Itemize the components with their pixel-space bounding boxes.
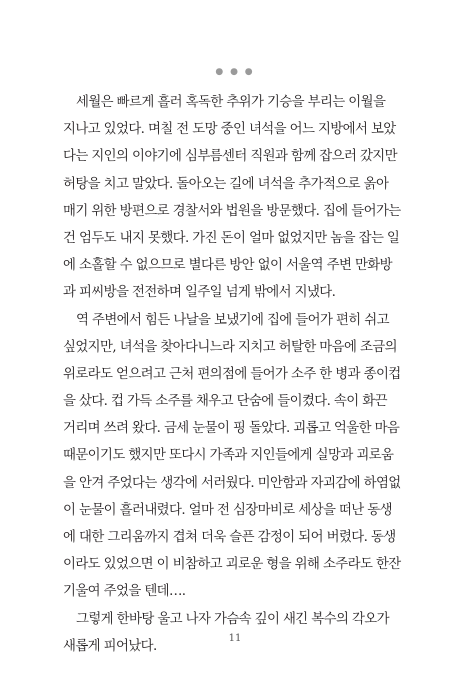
body-text	[63, 89, 413, 660]
text-line: 싶었지만, 녀석을 찾아다니느라 지치고 허탈한 마음에 조금의	[63, 339, 397, 355]
text-line: 지나고 있었다. 며칠 전 도망 중인 녀석을 어느 지방에서 보았	[63, 122, 396, 138]
text-line: 세월은 빠르게 흘러 혹독한 추위가 기승을 부리는 이월을	[76, 95, 386, 110]
text-line: 허탕을 치고 말았다. 돌아오는 길에 녀석을 추가적으로 옭아	[63, 176, 389, 192]
page-number: 11	[228, 633, 242, 644]
text-line: 그렇게 한바탕 울고 나자 가슴속 깊이 새긴 복수의 각오가	[76, 611, 389, 627]
text-line: 때문이기도 했지만 또다시 가족과 지인들에게 실망과 괴로움	[63, 448, 394, 464]
text-line: 건 엄두도 내지 못했다. 가진 돈이 얼마 없었지만 놈을 잡는 일	[63, 230, 400, 246]
text-line: 매기 위한 방편으로 경찰서와 법원을 방문했다. 집에 들어가는	[63, 203, 401, 219]
text-line: 을 안겨 주었다는 생각에 서러웠다. 미안함과 자괴감에 하염없	[63, 475, 401, 491]
text-line: 위로라도 얻으려고 근처 편의점에 들어가 소주 한 병과 종이컵	[63, 366, 401, 382]
text-line: 을 샀다. 컵 가득 소주를 채우고 단숨에 들이켰다. 속이 화끈	[63, 394, 387, 410]
text-line: 기울여 주었을 텐데….	[63, 584, 186, 600]
text-line: 새롭게 피어났다.	[63, 638, 157, 654]
text-line: 과 피씨방을 전전하며 일주일 넘게 밖에서 지냈다.	[63, 285, 336, 301]
ornament-dots: ● ● ●	[215, 67, 255, 77]
text-line: 다는 지인의 이야기에 심부름센터 직원과 함께 잡으러 갔지만	[63, 149, 397, 165]
text-line: 거리며 쓰려 왔다. 금세 눈물이 핑 돌았다. 괴롭고 억울한 마음	[63, 421, 400, 437]
text-line: 이라도 있었으면 이 비참하고 괴로운 형을 위해 소주라도 한잔	[63, 557, 401, 573]
text-line: 역 주변에서 힘든 나날을 보냈기에 집에 들어가 편히 쉬고	[76, 312, 389, 328]
text-line: 이 눈물이 흘러내렸다. 얼마 전 심장마비로 세상을 떠난 동생	[63, 502, 392, 518]
text-line: 에 대한 그리움까지 겹쳐 더욱 슬픈 감정이 되어 버렸다. 동생	[63, 530, 396, 545]
text-line: 에 소홀할 수 없으므로 별다른 방안 없이 서울역 주변 만화방	[63, 258, 392, 274]
